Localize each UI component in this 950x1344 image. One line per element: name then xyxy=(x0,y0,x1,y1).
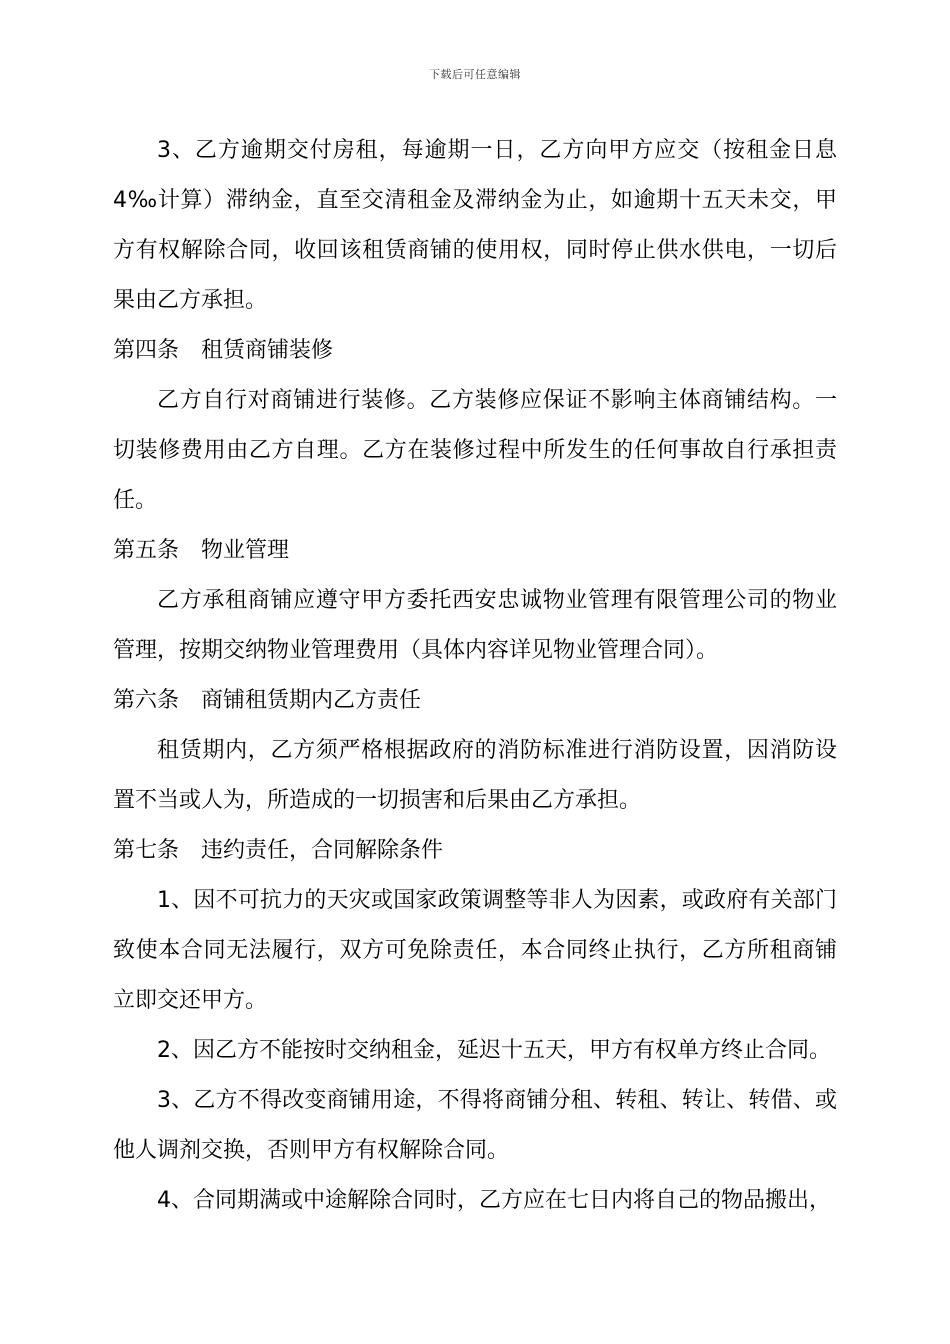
article-7-clause-3: 3、乙方不得改变商铺用途，不得将商铺分租、转租、转让、转借、或他人调剂交换，否则甲方有权解除合同。 xyxy=(113,1088,837,1163)
article-title: 物业管理 xyxy=(201,538,290,563)
article-5-paragraph: 乙方承租商铺应遵守甲方委托西安忠诚物业管理有限管理公司的物业管理，按期交纳物业管理费用（具体内容详见物业管理合同）。 xyxy=(113,588,837,663)
page-header: 下载后可任意编辑 xyxy=(429,68,521,81)
article-7-heading xyxy=(113,826,837,876)
article-4-paragraph: 乙方自行对商铺进行装修。乙方装修应保证不影响主体商铺结构。一切装修费用由乙方自理。乙方在装修过程中所发生的任何事故自行承担责任。 xyxy=(113,388,837,513)
article-7-clause-4: 4、合同期满或中途解除合同时，乙方应在七日内将自己的物品搬出， xyxy=(157,1188,831,1213)
article-title: 商铺租赁期内乙方责任 xyxy=(201,688,422,713)
article-number: 第四条 xyxy=(113,338,180,363)
article-title: 租赁商铺装修 xyxy=(201,338,334,363)
article-6-paragraph: 租赁期内，乙方须严格根据政府的消防标准进行消防设置，因消防设置不当或人为，所造成的一切损害和后果由乙方承担。 xyxy=(113,738,837,813)
article-6-heading xyxy=(113,676,837,726)
article-title: 违约责任，合同解除条件 xyxy=(201,838,444,863)
article-number: 第七条 xyxy=(113,838,180,863)
article-7-clause-1: 1、因不可抗力的天灾或国家政策调整等非人为因素，或政府有关部门致使本合同无法履行，双方可免除责任，本合同终止执行，乙方所租商铺立即交还甲方。 xyxy=(113,888,837,1013)
document-body xyxy=(113,126,837,1226)
article-7-clause-2: 2、因乙方不能按时交纳租金，延迟十五天，甲方有权单方终止合同。 xyxy=(157,1038,831,1063)
clause-3-overdue-rent: 3、乙方逾期交付房租，每逾期一日，乙方向甲方应交（按租金日息4‰计算）滞纳金，直至交清租金及滞纳金为止，如逾期十五天未交，甲方有权解除合同，收回该租赁商铺的使用权，同时停止供水供电，一切后果由乙方承担。 xyxy=(113,138,837,313)
article-5-heading xyxy=(113,526,837,576)
article-number: 第五条 xyxy=(113,538,180,563)
article-4-heading xyxy=(113,326,837,376)
article-number: 第六条 xyxy=(113,688,180,713)
